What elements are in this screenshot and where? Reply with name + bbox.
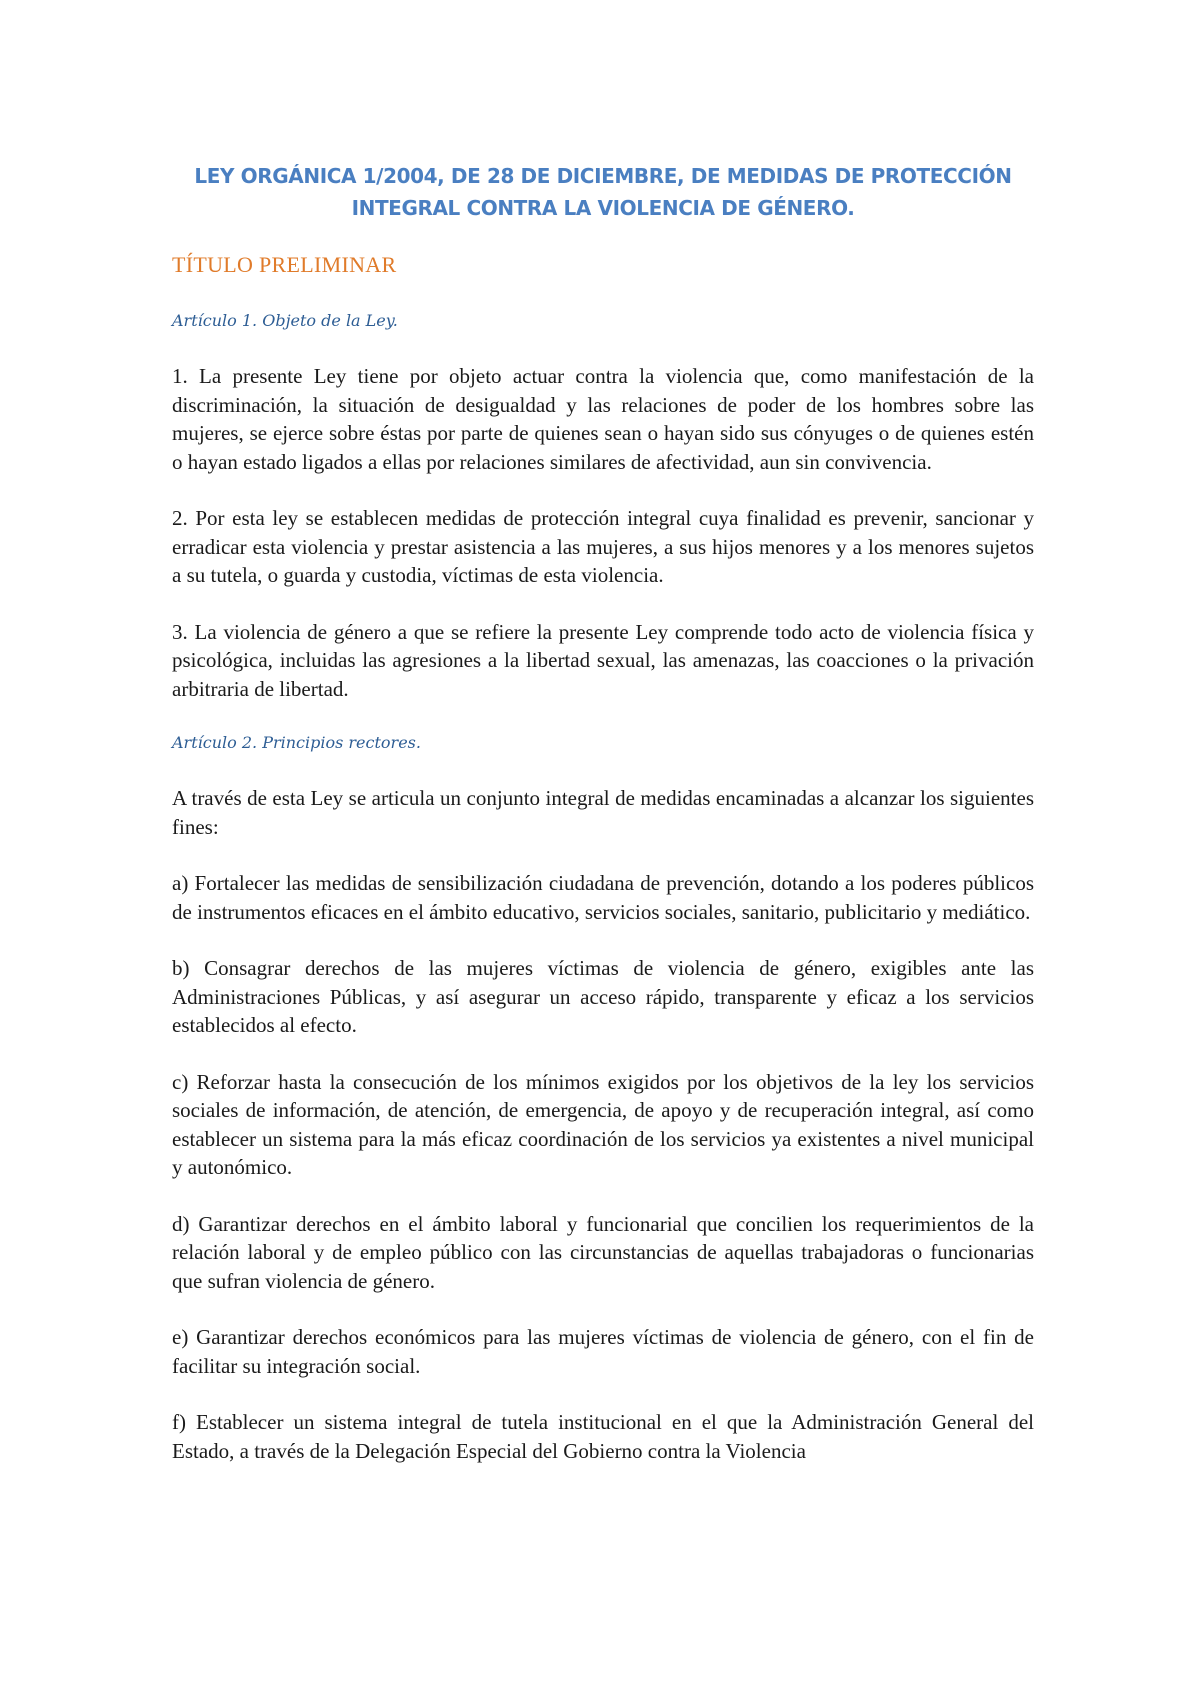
document-title-line-1: LEY ORGÁNICA 1/2004, DE 28 DE DICIEMBRE, DE MEDIDAS DE PROTECCIÓN — [194, 164, 1012, 188]
document-body — [172, 160, 1034, 1465]
article-2-item-c: c) Reforzar hasta la consecución de los mínimos exigidos por los objetivos de la ley los servicios sociales de información, de atención, de emergencia, de apoyo y de recuperación integral, así como establecer un sistema para la más eficaz coordinación de los servicios ya existentes a nivel municipal y autonómico. — [172, 1069, 1034, 1179]
article-2-heading: Artículo 2. Principios rectores. — [172, 733, 421, 752]
document-title — [172, 160, 1034, 224]
article-1-paragraph-3: 3. La violencia de género a que se refiere la presente Ley comprende todo acto de violencia física y psicológica, incluidas las agresiones a la libertad sexual, las amenazas, las coacciones o la privación arbitraria de libertad. — [172, 619, 1034, 701]
article-2-item-a: a) Fortalecer las medidas de sensibilización ciudadana de prevención, dotando a los poderes públicos de instrumentos eficaces en el ámbito educativo, servicios sociales, sanitario, publicitario y mediático. — [172, 871, 1034, 924]
document-title-line-2: INTEGRAL CONTRA LA VIOLENCIA DE GÉNERO. — [351, 196, 855, 220]
article-1-heading: Artículo 1. Objeto de la Ley. — [172, 311, 398, 330]
section-heading: TÍTULO PRELIMINAR — [172, 252, 397, 277]
article-1-paragraph-2: 2. Por esta ley se establecen medidas de protección integral cuya finalidad es prevenir, sancionar y erradicar esta violencia y prestar asistencia a las mujeres, a sus hijos menores y a los menores sujetos a su tutela, o guarda y custodia, víctimas de esta violencia. — [172, 506, 1034, 587]
article-2-item-d: d) Garantizar derechos en el ámbito laboral y funcionarial que concilien los requerimientos de la relación laboral y de empleo público con las circunstancias de aquellas trabajadoras o funcionarias que sufran violencia de género. — [172, 1211, 1034, 1293]
article-2-item-b: b) Consagrar derechos de las mujeres víctimas de violencia de género, exigibles ante las Administraciones Públicas, y así asegurar un acceso rápido, transparente y eficaz a los servicios establecidos al efecto. — [172, 956, 1034, 1037]
article-1-paragraph-1: 1. La presente Ley tiene por objeto actuar contra la violencia que, como manifestación de la discriminación, la situación de desigualdad y las relaciones de poder de los hombres sobre las mujeres, se ejerce sobre éstas por parte de quienes sean o hayan sido sus cónyuges o de quienes estén o hayan estado ligados a ellas por relaciones similares de afectividad, aun sin convivencia. — [172, 364, 1034, 474]
article-2-intro: A través de esta Ley se articula un conjunto integral de medidas encaminadas a alcanzar los siguientes fines: — [172, 786, 1034, 839]
article-2-item-f: f) Establecer un sistema integral de tutela institucional en el que la Administración General del Estado, a través de la Delegación Especial del Gobierno contra la Violencia — [172, 1410, 1034, 1463]
article-2-item-e: e) Garantizar derechos económicos para las mujeres víctimas de violencia de género, con el fin de facilitar su integración social. — [172, 1325, 1034, 1378]
